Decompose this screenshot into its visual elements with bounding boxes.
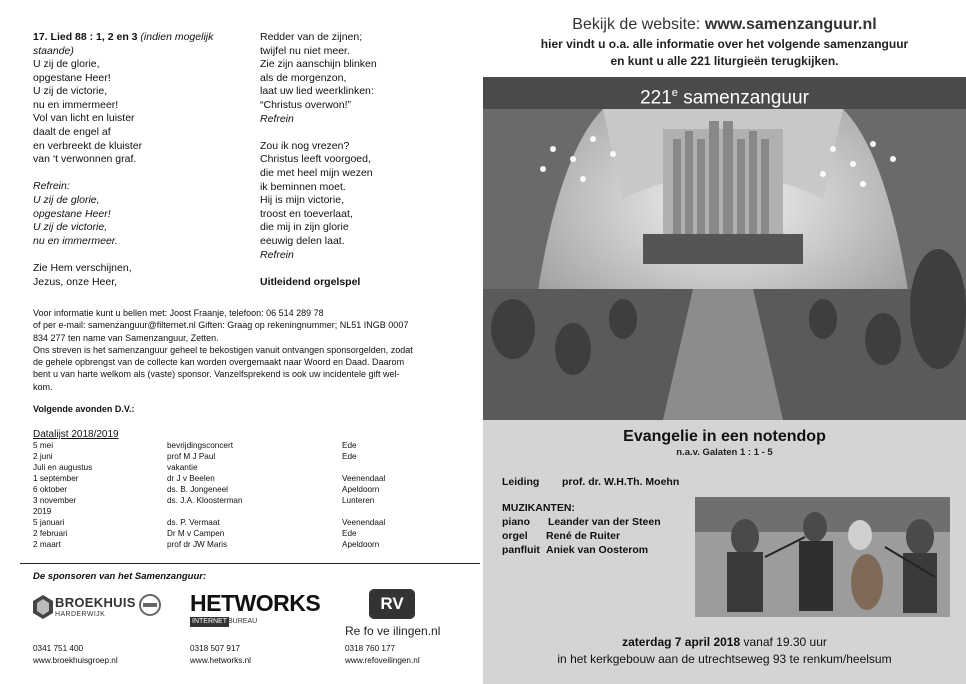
website-info-2: en kunt u alle 221 liturgieën terugkijken. <box>610 54 839 68</box>
hetworks-url: www.hetworks.nl <box>190 656 251 665</box>
muzikant-name: Leander van der Steen <box>548 516 661 528</box>
song-note: (indien mogelijk staande) <box>33 31 214 57</box>
website-url: www.samenzanguur.nl <box>704 16 877 33</box>
muzikant-name: Aniek van Oosterom <box>546 544 649 556</box>
volvo-icon <box>139 594 161 616</box>
website-pre: Bekijk de website: <box>572 16 705 33</box>
datalijst-place: Lunteren <box>342 496 375 505</box>
datalijst-table <box>33 441 473 553</box>
lyric-line: twijfel nu niet meer. <box>260 44 350 57</box>
lyric-line: Uitleidend orgelspel <box>260 275 361 288</box>
lyric-line: Refrein: <box>33 180 70 193</box>
cover-panel <box>483 0 966 684</box>
sponsor-divider <box>20 563 480 564</box>
info-line: of per e-mail: samenzanguur@filternet.nl Giften: Graag op rekeningnummer; NL51 INGB 0007 <box>33 320 409 331</box>
musicians-photo <box>695 497 950 617</box>
lyrics-column-1 <box>33 58 248 289</box>
leiding-name: prof. dr. W.H.Th. Moehn <box>562 476 680 488</box>
lyric-line: “Christus overwon!” <box>260 98 352 111</box>
datalijst-who: ds. P. Vermaat <box>167 518 220 527</box>
leiding-label: Leiding <box>502 476 540 488</box>
hetworks-name: HETWORKS <box>190 590 321 616</box>
lyric-line: Jezus, onze Heer, <box>33 275 118 288</box>
song-name: Lied 88 : 1, 2 en 3 <box>50 31 138 43</box>
lyric-line: nu en immermeer! <box>33 98 119 111</box>
lyric-line: Redder van de zijnen; <box>260 31 363 43</box>
datalijst-place: Ede <box>342 452 357 461</box>
datalijst-date: 2 maart <box>33 540 61 549</box>
lyric-line: en verbreekt de kluister <box>33 139 143 152</box>
datalijst-place: Veenendaal <box>342 474 386 483</box>
lyric-line: eeuwig delen laat. <box>260 234 345 247</box>
datalijst-who: prof M J Paul <box>167 452 216 461</box>
broekhuis-emblem-icon <box>33 595 53 619</box>
datalijst-who: bevrijdingsconcert <box>167 441 233 450</box>
info-line: Ons streven is het samenzanguur geheel te bekostigen vanuit ontvangen sponsorgelden, zodat <box>33 344 413 355</box>
evangelie-sub: n.a.v. Galaten 1 : 1 - 5 <box>676 447 773 458</box>
muzikanten-title: MUZIKANTEN: <box>502 502 575 514</box>
datalijst-date: 2 februari <box>33 529 68 538</box>
event-date-line <box>483 635 966 649</box>
lyric-line: opgestane Heer! <box>33 71 111 84</box>
datalijst-date: 2 juni <box>33 452 53 461</box>
website-line <box>483 16 966 34</box>
lyric-line: troost en toeverlaat, <box>260 207 353 220</box>
hetworks-sub1: INTERNET <box>192 618 227 625</box>
lyric-line: U zij de glorie, <box>33 193 100 206</box>
lyric-line: als de morgenzon, <box>260 71 347 84</box>
event-date: zaterdag 7 april 2018 <box>622 635 741 649</box>
datalijst-title: Datalijst 2018/2019 <box>33 429 119 440</box>
datalijst-date: 6 oktober <box>33 485 68 494</box>
refo-url: www.refoveilingen.nl <box>345 656 420 665</box>
lyric-line: die mij in zijn glorie <box>260 221 349 234</box>
lyric-line: Vol van licht en luister <box>33 112 135 125</box>
broekhuis-url: www.broekhuisgroep.nl <box>33 656 118 665</box>
lyric-line: Refrein <box>260 248 294 261</box>
broekhuis-phone: 0341 751 400 <box>33 644 84 653</box>
song-number: 17. <box>33 31 48 43</box>
rv-badge: RV <box>369 589 415 619</box>
datalijst-who: dr J v Beelen <box>167 474 215 483</box>
datalijst-date: 3 november <box>33 496 77 505</box>
datalijst-who: Dr M v Campen <box>167 529 225 538</box>
lyrics-column-2 <box>260 31 475 289</box>
broekhuis-name: BROEKHUIS <box>55 595 136 610</box>
muzikant-instr: panfluit <box>502 544 540 556</box>
datalijst-who: ds. J.A. Kloosterman <box>167 496 243 505</box>
lyric-line: Zou ik nog vrezen? <box>260 139 350 152</box>
lyric-line: die met heel mijn wezen <box>260 166 373 179</box>
info-line: Voor informatie kunt u bellen met: Joost Fraanje, telefoon: 06 514 289 78 <box>33 308 324 318</box>
lyric-line: Christus leeft voorgoed, <box>260 153 371 166</box>
lyric-line: ik beminnen moet. <box>260 180 346 193</box>
broekhuis-sub: HARDERWIJK <box>55 611 106 618</box>
banner-sup: e <box>671 87 678 99</box>
datalijst-place: Ede <box>342 529 357 538</box>
muzikant-instr: orgel <box>502 530 528 542</box>
muzikant-instr: piano <box>502 516 530 528</box>
lyric-line: nu en immermeer. <box>33 234 118 247</box>
lyric-line <box>33 167 248 181</box>
church-interior-photo <box>483 109 966 420</box>
muzikant-name: René de Ruiter <box>546 530 621 542</box>
datalijst-who: vakantie <box>167 463 198 472</box>
refoveilingen-logo <box>345 589 465 639</box>
lyric-line: opgestane Heer! <box>33 207 111 220</box>
next-evenings-title: Volgende avonden D.V.: <box>33 404 135 414</box>
banner-num: 221 <box>640 87 672 109</box>
sponsors-title: De sponsoren van het Samenzanguur: <box>33 571 207 582</box>
lyric-line: Hij is mijn victorie, <box>260 194 345 207</box>
event-location: in het kerkgebouw aan de utrechtseweg 93 te renkum/heelsum <box>557 652 892 666</box>
evangelie-title: Evangelie in een notendop <box>623 428 826 445</box>
contact-info <box>33 308 473 394</box>
hetworks-phone: 0318 507 917 <box>190 644 241 653</box>
hetworks-sub2: BUREAU <box>228 618 258 625</box>
refo-phone: 0318 760 177 <box>345 644 396 653</box>
lyric-line: daalt de engel af <box>33 125 111 138</box>
title-banner <box>483 77 966 109</box>
lyric-line <box>260 126 475 140</box>
lyric-line <box>33 248 248 262</box>
info-line: bent u van harte welkom als (vaste) sponsor. Vanzelfsprekend is ook uw incidentele gift wel- <box>33 369 400 380</box>
lyric-line: U zij de victorie, <box>33 221 108 234</box>
lyric-line: van ‘t verwonnen graf. <box>33 153 137 166</box>
datalijst-date: 2019 <box>33 507 52 516</box>
hetworks-logo <box>190 590 320 630</box>
lyric-line: laat uw lied weerklinken: <box>260 85 374 98</box>
datalijst-date: 5 januari <box>33 518 65 527</box>
info-line: de gehele opbrengst van de collecte kan worden overgemaakt naar Woord en Daad. Daarom <box>33 357 405 368</box>
broekhuis-logo <box>33 592 168 626</box>
lyric-line: Zie Hem verschijnen, <box>33 261 132 274</box>
datalijst-who: prof dr JW Maris <box>167 540 228 549</box>
datalijst-date: Juli en augustus <box>33 463 93 472</box>
lyric-line: U zij de glorie, <box>33 58 100 70</box>
datalijst-date: 1 september <box>33 474 79 483</box>
info-line: kom. <box>33 381 53 392</box>
datalijst-date: 5 mei <box>33 441 54 450</box>
lyric-line: Refrein <box>260 112 294 125</box>
datalijst-place: Apeldoorn <box>342 540 380 549</box>
datalijst-place: Veenendaal <box>342 518 386 527</box>
event-time: vanaf 19.30 uur <box>740 635 827 649</box>
datalijst-who: ds. B. Jongeneel <box>167 485 228 494</box>
lyric-line: U zij de victorie, <box>33 85 108 98</box>
lyric-line: Zie zijn aanschijn blinken <box>260 58 377 71</box>
song-title <box>33 31 253 58</box>
datalijst-place: Ede <box>342 441 357 450</box>
banner-text: samenzanguur <box>677 87 809 109</box>
lyric-line <box>260 262 475 276</box>
muzikanten-list <box>502 516 702 561</box>
datalijst-place: Apeldoorn <box>342 485 380 494</box>
info-line: 834 277 ten name van Samenzanguur, Zetten. <box>33 332 219 343</box>
refo-name: Re fo ve ilingen.nl <box>345 624 441 638</box>
website-info-1: hier vindt u o.a. alle informatie over het volgende samenzanguur <box>540 37 909 51</box>
